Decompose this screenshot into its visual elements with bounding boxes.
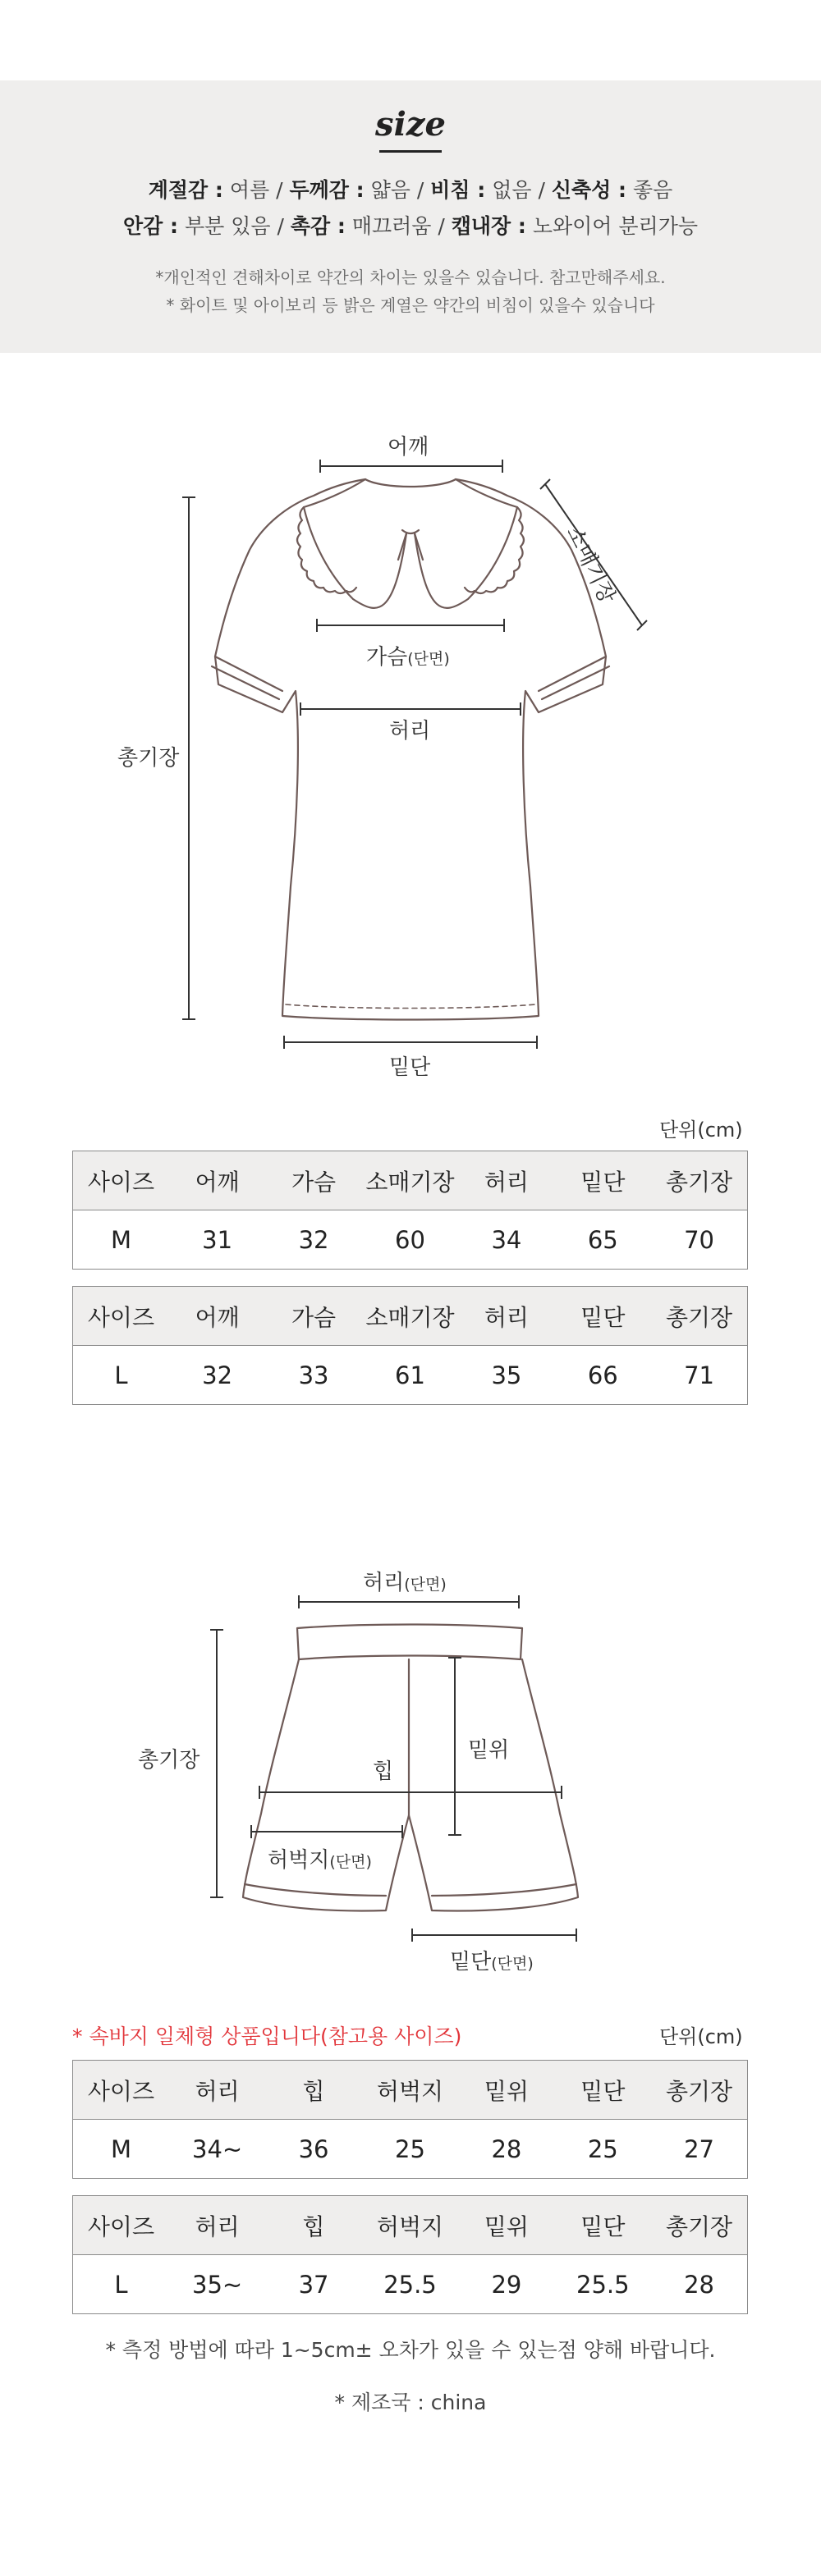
table-cell: 27 xyxy=(651,2120,747,2179)
table-cell: 33 xyxy=(265,1346,361,1405)
attr-value-season: 여름 xyxy=(229,178,270,202)
table-row xyxy=(73,1346,748,1405)
table-header-cell: 허벅지 xyxy=(362,2061,458,2120)
table-header-cell: 허리 xyxy=(458,1287,554,1346)
table-header-cell: 허리 xyxy=(169,2196,265,2255)
table-header-row xyxy=(73,1287,748,1346)
pants-waist-text: 허리 xyxy=(363,1571,405,1595)
table-header-cell: 총기장 xyxy=(651,1287,747,1346)
table-cell: 66 xyxy=(555,1346,651,1405)
pants-size-table-m xyxy=(72,2060,748,2179)
table-cell: 60 xyxy=(362,1210,458,1270)
table-cell: M xyxy=(73,2120,169,2179)
table-cell: 34~ xyxy=(169,2120,265,2179)
attr-value-thickness: 얇음 xyxy=(370,178,410,202)
table-cell: 35 xyxy=(458,1346,554,1405)
separator: / xyxy=(531,178,552,202)
table-cell: 25 xyxy=(362,2120,458,2179)
table-header-row xyxy=(73,2061,748,2120)
table-header-cell: 어깨 xyxy=(169,1151,265,1210)
page-title: size xyxy=(375,105,446,144)
table-header-cell: 사이즈 xyxy=(73,1287,169,1346)
table-header-cell: 가슴 xyxy=(265,1287,361,1346)
pants-thigh-measure xyxy=(251,1825,402,1838)
chest-suffix: (단면) xyxy=(407,650,450,668)
attr-value-stretch: 좋음 xyxy=(632,178,673,202)
table-header-cell: 사이즈 xyxy=(73,1151,169,1210)
right-ruffle xyxy=(465,507,524,593)
attr-label-sheer: 비침 : xyxy=(430,178,486,202)
table-row xyxy=(73,2120,748,2179)
table-header-cell: 밑단 xyxy=(555,2196,651,2255)
dress-label-shoulder: 어깨 xyxy=(388,435,429,460)
waistband xyxy=(297,1625,522,1660)
table-header-cell: 사이즈 xyxy=(73,2196,169,2255)
table-header-cell: 사이즈 xyxy=(73,2061,169,2120)
table-cell: 25.5 xyxy=(362,2255,458,2314)
pants-hem-left xyxy=(245,1884,386,1896)
pants-label-total-length: 총기장 xyxy=(138,1748,200,1773)
table-header-cell: 허벅지 xyxy=(362,2196,458,2255)
shoulder-measure xyxy=(320,460,502,473)
table-cell: 25 xyxy=(555,2120,651,2179)
table-header-row xyxy=(73,1151,748,1210)
table-header-cell: 소매기장 xyxy=(362,1151,458,1210)
dress-size-table-m xyxy=(72,1151,748,1270)
table-header-cell: 밑단 xyxy=(555,2061,651,2120)
header-note-2: * 화이트 및 아이보리 등 밝은 계열은 약간의 비침이 있을수 있습니다 xyxy=(166,295,655,315)
attr-value-lining: 부분 있음 xyxy=(184,214,271,238)
dress-label-hem: 밑단 xyxy=(389,1055,431,1080)
dress-outline xyxy=(215,479,606,1020)
pants-waist-measure xyxy=(299,1595,519,1608)
dress-size-table-l xyxy=(72,1286,748,1405)
pants-label-rise: 밑위 xyxy=(468,1738,510,1763)
pants-diagram xyxy=(0,1543,821,1986)
title-underline xyxy=(379,150,442,153)
dress-label-total-length: 총기장 xyxy=(117,746,180,771)
left-ruffle xyxy=(297,507,356,593)
attr-label-stretch: 신축성 : xyxy=(551,178,626,202)
table-cell: 71 xyxy=(651,1346,747,1405)
separator: / xyxy=(410,178,431,202)
table-cell: 32 xyxy=(169,1346,265,1405)
table-header-cell: 가슴 xyxy=(265,1151,361,1210)
attr-value-sheer: 없음 xyxy=(492,178,532,202)
table-cell: 70 xyxy=(651,1210,747,1270)
pants-hem-text: 밑단 xyxy=(450,1950,492,1974)
pants-rise-measure xyxy=(448,1658,461,1835)
table-header-cell: 총기장 xyxy=(651,2196,747,2255)
table-cell: 35~ xyxy=(169,2255,265,2314)
pants-red-note: * 속바지 일체형 상품입니다(참고용 사이즈) xyxy=(72,2025,462,2048)
table-header-row xyxy=(73,2196,748,2255)
table-header-cell: 어깨 xyxy=(169,1287,265,1346)
table-cell: 32 xyxy=(265,1210,361,1270)
pants-thigh-text: 허벅지 xyxy=(268,1848,330,1873)
separator: / xyxy=(269,178,290,202)
table-header-cell: 힙 xyxy=(265,2196,361,2255)
table-header-cell: 소매기장 xyxy=(362,1287,458,1346)
pants-hem-right xyxy=(432,1884,576,1896)
attr-label-season: 계절감 : xyxy=(148,178,223,202)
right-cuff xyxy=(539,657,609,699)
table-header-cell: 힙 xyxy=(265,2061,361,2120)
attributes-line-2 xyxy=(0,210,821,240)
table-header-cell: 허리 xyxy=(458,1151,554,1210)
separator: / xyxy=(270,214,291,238)
table-header-cell: 밑단 xyxy=(555,1287,651,1346)
pants-thigh-suffix: (단면) xyxy=(329,1853,372,1871)
table-cell: 28 xyxy=(458,2120,554,2179)
dress-label-chest xyxy=(366,640,450,670)
table-cell: 25.5 xyxy=(555,2255,651,2314)
attr-label-thickness: 두께감 : xyxy=(289,178,365,202)
pants-hem-suffix: (단면) xyxy=(491,1955,534,1973)
table-header-cell: 밑위 xyxy=(458,2196,554,2255)
pants-total-length-measure xyxy=(210,1630,223,1897)
collar xyxy=(304,479,517,608)
dress-label-waist: 허리 xyxy=(389,719,431,744)
table-cell: 37 xyxy=(265,2255,361,2314)
left-cuff xyxy=(212,657,282,699)
origin-note: * 제조국 : china xyxy=(334,2391,487,2414)
hem-measure xyxy=(284,1036,537,1049)
pants-size-table-l xyxy=(72,2195,748,2314)
measure-note: * 측정 방법에 따라 1~5cm± 오차가 있을 수 있는점 양해 바랍니다. xyxy=(105,2338,716,2362)
table-row xyxy=(73,1210,748,1270)
attributes-line-1 xyxy=(0,174,821,204)
table-header-cell: 밑단 xyxy=(555,1151,651,1210)
table-header-cell: 총기장 xyxy=(651,1151,747,1210)
table-header-cell: 밑위 xyxy=(458,2061,554,2120)
chest-measure xyxy=(317,619,504,632)
attr-label-lining: 안감 : xyxy=(122,214,178,238)
pants-hem-measure xyxy=(412,1929,576,1942)
table-row xyxy=(73,2255,748,2314)
table-header-cell: 허리 xyxy=(169,2061,265,2120)
table-cell: 31 xyxy=(169,1210,265,1270)
table-cell: L xyxy=(73,1346,169,1405)
pants-label-waist xyxy=(363,1566,447,1596)
hem-stitch xyxy=(286,1004,535,1009)
pants-hip-measure xyxy=(259,1786,562,1799)
header-note-1: *개인적인 견해차이로 약간의 차이는 있을수 있습니다. 참고만해주세요. xyxy=(155,268,666,287)
unit-label-pants: 단위(cm) xyxy=(659,2025,743,2048)
unit-label-dress: 단위(cm) xyxy=(659,1119,743,1142)
table-cell: 61 xyxy=(362,1346,458,1405)
table-cell: L xyxy=(73,2255,169,2314)
attr-label-touch: 촉감 : xyxy=(290,214,346,238)
pants-label-hem xyxy=(450,1945,534,1975)
attr-value-touch: 매끄러움 xyxy=(351,214,432,238)
attr-value-cup: 노와이어 분리가능 xyxy=(532,214,699,238)
dress-label-sleeve: 소매기장 xyxy=(561,522,620,608)
total-length-measure xyxy=(182,497,195,1019)
pants-label-thigh xyxy=(268,1843,372,1874)
chest-text: 가슴 xyxy=(366,645,408,670)
table-cell: 29 xyxy=(458,2255,554,2314)
table-cell: 34 xyxy=(458,1210,554,1270)
attr-label-cup: 캡내장 : xyxy=(451,214,526,238)
table-cell: M xyxy=(73,1210,169,1270)
table-cell: 36 xyxy=(265,2120,361,2179)
table-cell: 28 xyxy=(651,2255,747,2314)
table-cell: 65 xyxy=(555,1210,651,1270)
pants-waist-suffix: (단면) xyxy=(404,1576,447,1594)
separator: / xyxy=(431,214,452,238)
pants-label-hip: 힙 xyxy=(373,1759,394,1784)
table-header-cell: 총기장 xyxy=(651,2061,747,2120)
